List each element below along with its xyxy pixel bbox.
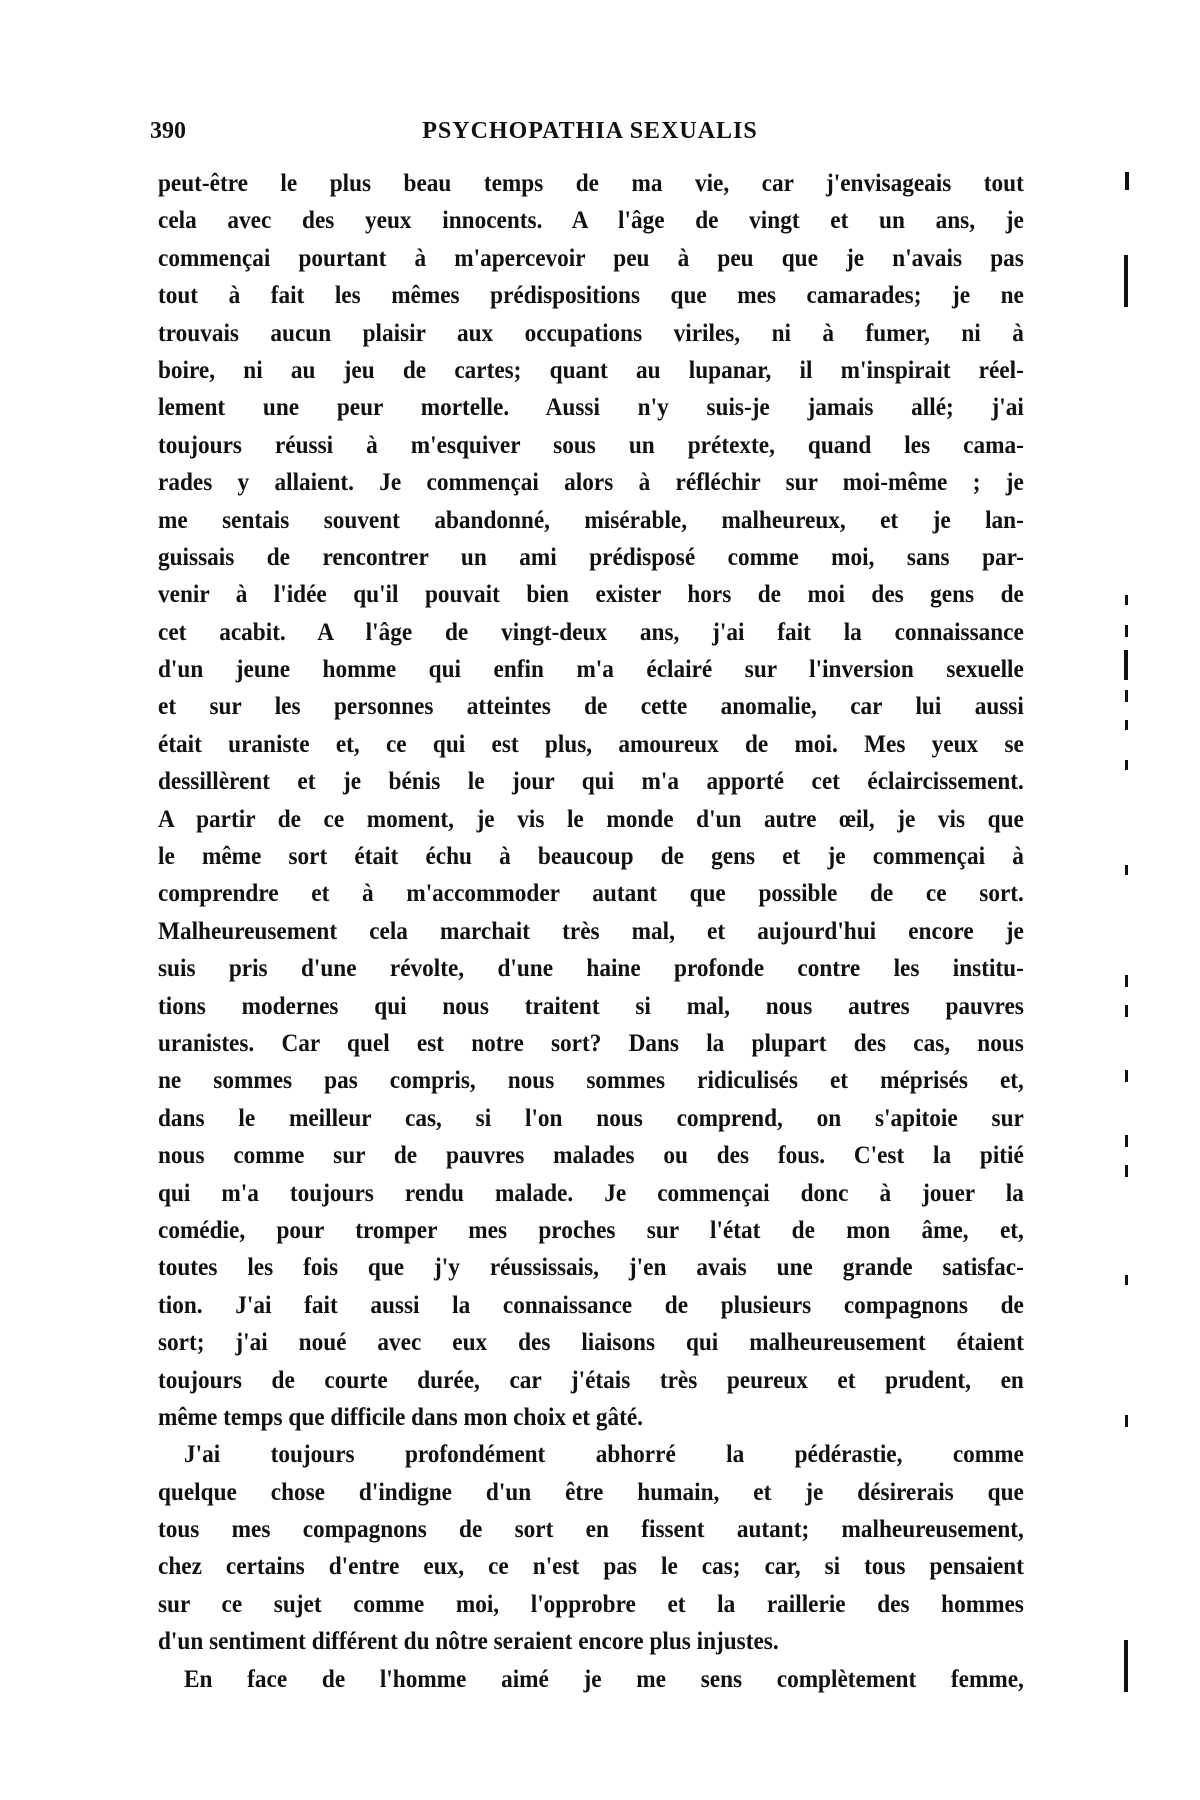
margin-mark	[1125, 1415, 1128, 1427]
text-line: peut-être le plus beau temps de ma vie, car j'envisageais tout	[158, 170, 1024, 197]
margin-mark	[1124, 650, 1128, 680]
page-number: 390	[150, 118, 186, 144]
text-line: d'un jeune homme qui enfin m'a éclairé sur l'inversion sexuelle	[158, 656, 1024, 684]
margin-mark	[1125, 720, 1128, 730]
margin-mark	[1124, 1640, 1128, 1692]
text-line: cet acabit. A l'âge de vingt-deux ans, j'ai fait la connaissance	[158, 618, 1024, 646]
text-line: comédie, pour tromper mes proches sur l'état de mon âme, et,	[158, 1216, 1024, 1244]
margin-mark	[1125, 1165, 1128, 1177]
body-text	[158, 165, 1024, 1698]
text-line: comprendre et à m'accommoder autant que possible de ce sort.	[158, 880, 1024, 908]
text-line: lement une peur mortelle. Aussi n'y suis-je jamais allé; j'ai	[158, 394, 1024, 422]
text-line: dans le meilleur cas, si l'on nous comprend, on s'apitoie sur	[158, 1104, 1024, 1132]
text-line: me sentais souvent abandonné, misérable, malheureux, et je lan-	[158, 506, 1024, 534]
text-line: qui m'a toujours rendu malade. Je commençai donc à jouer la	[158, 1179, 1024, 1207]
text-line: commençai pourtant à m'apercevoir peu à peu que je n'avais pas	[158, 244, 1024, 272]
text-line: nous comme sur de pauvres malades ou des fous. C'est la pitié	[158, 1142, 1024, 1170]
text-line: tions modernes qui nous traitent si mal, nous autres pauvres	[158, 992, 1024, 1020]
text-line: même temps que difficile dans mon choix et gâté.	[158, 1403, 643, 1431]
text-line: toutes les fois que j'y réussissais, j'en avais une grande satisfac-	[158, 1254, 1024, 1282]
margin-mark	[1125, 172, 1129, 190]
margin-mark	[1125, 1070, 1128, 1082]
text-line: A partir de ce moment, je vis le monde d'un autre œil, je vis que	[158, 805, 1024, 833]
text-line: tous mes compagnons de sort en fissent autant; malheureusement,	[158, 1516, 1024, 1544]
text-line: chez certains d'entre eux, ce n'est pas le cas; car, si tous pensaient	[158, 1553, 1024, 1581]
text-line: tout à fait les mêmes prédispositions que mes camarades; je ne	[158, 282, 1024, 310]
text-line: tion. J'ai fait aussi la connaissance de plusieurs compagnons de	[158, 1291, 1024, 1319]
text-line: uranistes. Car quel est notre sort? Dans la plupart des cas, nous	[158, 1029, 1024, 1057]
text-line: sur ce sujet comme moi, l'opprobre et la raillerie des hommes	[158, 1590, 1024, 1618]
margin-mark	[1125, 1135, 1128, 1147]
text-line: était uraniste et, ce qui est plus, amoureux de moi. Mes yeux se	[158, 730, 1024, 758]
text-line: dessillèrent et je bénis le jour qui m'a apporté cet éclaircissement.	[158, 768, 1024, 796]
text-line: venir à l'idée qu'il pouvait bien exister hors de moi des gens de	[158, 581, 1024, 609]
text-line: En face de l'homme aimé je me sens complètement femme,	[184, 1665, 1024, 1693]
text-line: rades y allaient. Je commençai alors à réfléchir sur moi-même ; je	[158, 469, 1024, 497]
margin-mark	[1125, 595, 1128, 605]
margin-mark	[1124, 255, 1128, 307]
text-line: J'ai toujours profondément abhorré la pédérastie, comme	[184, 1441, 1024, 1469]
margin-mark	[1125, 975, 1128, 987]
text-line: guissais de rencontrer un ami prédisposé comme moi, sans par-	[158, 543, 1024, 571]
text-line: toujours réussi à m'esquiver sous un prétexte, quand les cama-	[158, 431, 1024, 459]
text-line: toujours de courte durée, car j'étais très peureux et prudent, en	[158, 1366, 1024, 1394]
running-title: PSYCHOPATHIA SEXUALIS	[422, 118, 758, 144]
text-line: sort; j'ai noué avec eux des liaisons qui malheureusement étaient	[158, 1329, 1024, 1357]
text-line: ne sommes pas compris, nous sommes ridiculisés et méprisés et,	[158, 1067, 1024, 1095]
margin-mark	[1125, 865, 1128, 875]
text-line: boire, ni au jeu de cartes; quant au lupanar, il m'inspirait réel-	[158, 356, 1024, 384]
margin-mark	[1125, 1275, 1128, 1285]
text-line: quelque chose d'indigne d'un être humain, et je désirerais que	[158, 1478, 1024, 1506]
text-line: le même sort était échu à beaucoup de gens et je commençai à	[158, 843, 1024, 871]
text-line: Malheureusement cela marchait très mal, et aujourd'hui encore je	[158, 917, 1024, 945]
text-line: trouvais aucun plaisir aux occupations viriles, ni à fumer, ni à	[158, 319, 1024, 347]
text-line: d'un sentiment différent du nôtre seraient encore plus injustes.	[158, 1628, 779, 1656]
text-line: cela avec des yeux innocents. A l'âge de vingt et un ans, je	[158, 207, 1024, 235]
margin-mark	[1125, 1005, 1128, 1017]
text-line: suis pris d'une révolte, d'une haine profonde contre les institu-	[158, 955, 1024, 983]
margin-mark	[1125, 760, 1128, 770]
margin-mark	[1125, 625, 1128, 637]
margin-mark	[1125, 690, 1128, 702]
text-line: et sur les personnes atteintes de cette anomalie, car lui aussi	[158, 693, 1024, 721]
